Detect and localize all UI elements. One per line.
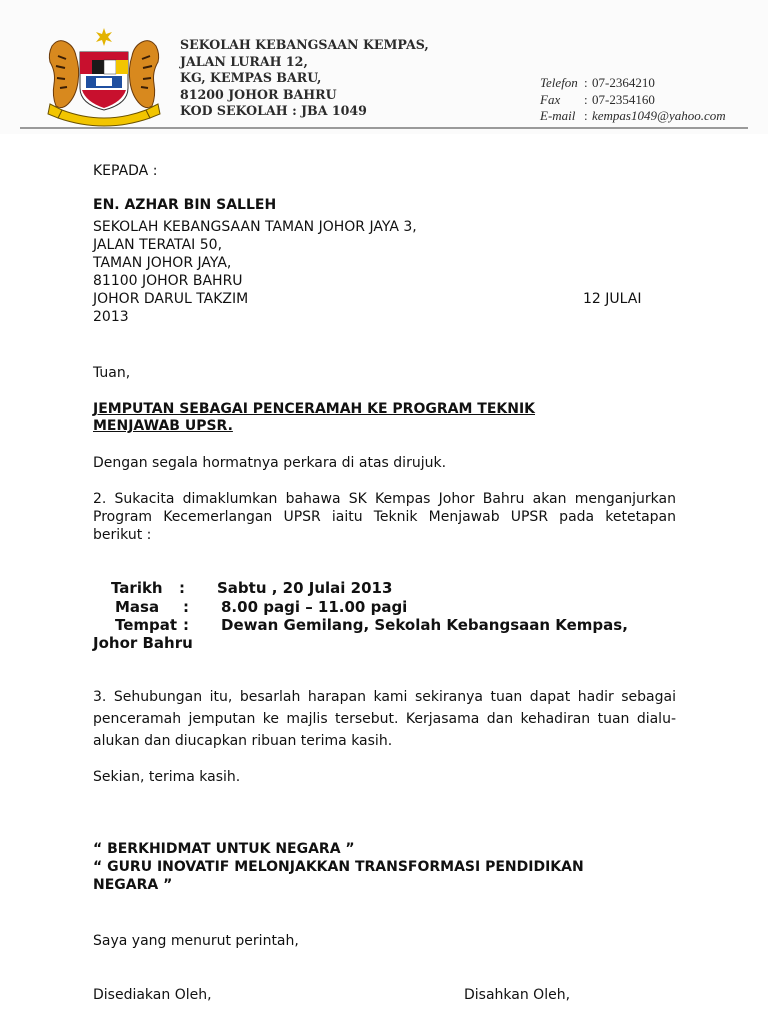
malaysia-coat-of-arms-icon xyxy=(42,26,166,130)
details-row-tempat xyxy=(93,616,628,634)
motto-2-line-1: “ GURU INOVATIF MELONJAKKAN TRANSFORMASI PENDIDIKAN xyxy=(93,859,584,875)
to-label: KEPADA : xyxy=(93,163,158,179)
school-street: JALAN LURAH 12, xyxy=(180,53,308,69)
details-colon: : xyxy=(183,616,189,634)
letter-date-year: 2013 xyxy=(93,309,129,325)
subject-line-1: JEMPUTAN SEBAGAI PENCERAMAH KE PROGRAM TEKNIK xyxy=(93,401,536,417)
approved-by: Disahkan Oleh, xyxy=(464,987,571,1003)
closing: Sekian, terima kasih. xyxy=(93,769,241,785)
letter-date-day-month: 12 JULAI xyxy=(583,291,642,307)
letterhead-divider xyxy=(20,127,748,129)
school-address-block xyxy=(180,37,429,120)
address-line-2: JALAN TERATAI 50, xyxy=(93,237,223,253)
email-value[interactable]: kempas1049@yahoo.com xyxy=(592,108,726,123)
address-line-4: 81100 JOHOR BAHRU xyxy=(93,273,243,289)
details-value: Sabtu , 20 Julai 2013 xyxy=(217,579,393,597)
paragraph-1: Dengan segala hormatnya perkara di atas dirujuk. xyxy=(93,455,447,471)
details-continuation: Johor Bahru xyxy=(93,634,193,652)
school-area: KG, KEMPAS BARU, xyxy=(180,70,322,85)
prepared-by: Disediakan Oleh, xyxy=(93,987,212,1003)
fax-label: Fax xyxy=(540,91,561,107)
address-line-3: TAMAN JOHOR JAYA, xyxy=(93,255,232,271)
details-value: Dewan Gemilang, Sekolah Kebangsaan Kempas, xyxy=(221,616,628,634)
contact-block xyxy=(540,75,726,125)
details-label: Tarikh xyxy=(111,579,163,597)
address-line-1: SEKOLAH KEBANGSAAN TAMAN JOHOR JAYA 3, xyxy=(93,219,417,235)
subject-line-2: MENJAWAB UPSR. xyxy=(93,418,233,434)
fax-row xyxy=(540,92,726,109)
school-postcode: 81200 JOHOR BAHRU xyxy=(180,86,337,102)
fax-separator: : xyxy=(584,91,588,107)
details-label: Masa xyxy=(115,598,160,616)
motto-1: “ BERKHIDMAT UNTUK NEGARA ” xyxy=(93,841,355,857)
paragraph-3: 3. Sehubungan itu, besarlah harapan kami sekiranya tuan dapat hadir sebagai penceramah jemputan ke majlis tersebut. Kerjasama dan kehadiran tuan dialu-alukan dan diucapkan ribuan terima kasih. xyxy=(93,689,676,749)
email-separator: : xyxy=(584,108,588,123)
school-code: KOD SEKOLAH : JBA 1049 xyxy=(180,103,367,118)
details-label: Tempat xyxy=(115,616,178,634)
motto-2-line-2: NEGARA ” xyxy=(93,877,173,893)
recipient-name: EN. AZHAR BIN SALLEH xyxy=(93,197,277,213)
details-colon: : xyxy=(183,598,189,616)
telefon-separator: : xyxy=(584,75,588,90)
telefon-label: Telefon xyxy=(540,75,578,90)
letterhead xyxy=(0,0,768,134)
details-value: 8.00 pagi – 11.00 pagi xyxy=(221,598,408,616)
telefon-value: 07-2364210 xyxy=(592,75,655,90)
school-name: SEKOLAH KEBANGSAAN KEMPAS, xyxy=(180,37,429,52)
email-label: E-mail xyxy=(540,108,576,123)
fax-value: 07-2354160 xyxy=(592,91,655,107)
details-row-tarikh xyxy=(93,579,392,597)
details-colon: : xyxy=(179,579,185,597)
email-row xyxy=(540,108,726,125)
paragraph-2: 2. Sukacita dimaklumkan bahawa SK Kempas Johor Bahru akan menganjurkan Program Kecemerlangan UPSR iaitu Teknik Menjawab UPSR pada ketetapan berikut : xyxy=(93,491,676,543)
salutation: Tuan, xyxy=(93,365,131,381)
sign-off: Saya yang menurut perintah, xyxy=(93,933,299,949)
telefon-row xyxy=(540,75,726,92)
address-line-5: JOHOR DARUL TAKZIM xyxy=(93,291,249,307)
details-row-masa xyxy=(93,598,407,616)
